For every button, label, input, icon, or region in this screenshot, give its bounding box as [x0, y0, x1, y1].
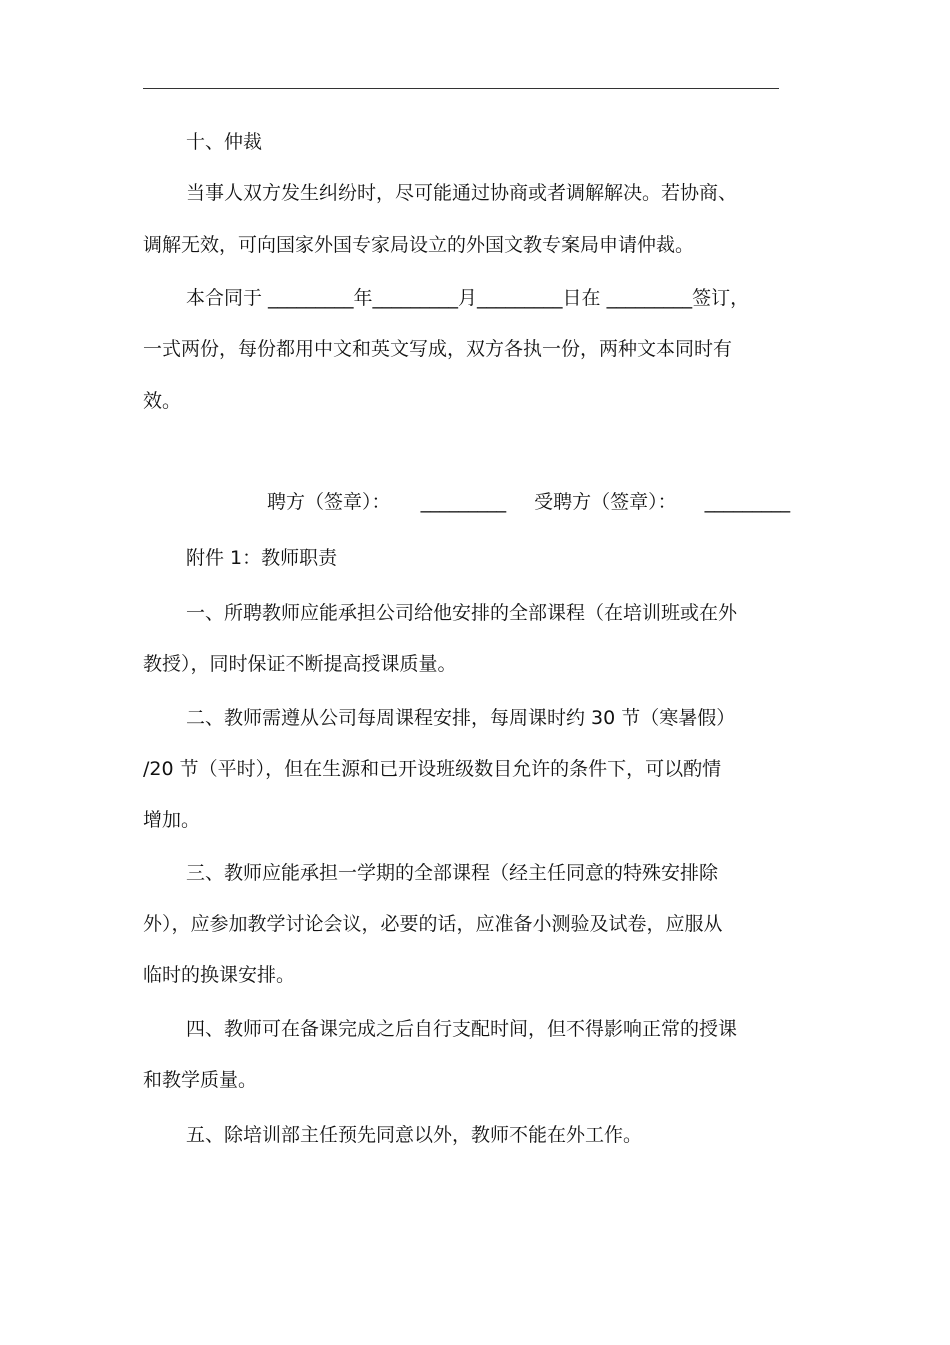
list-item-line: /20 节（平时），但在生源和已开设班级数目允许的条件下，可以酌情 [143, 758, 722, 780]
list-item-line: 二、教师需遵从公司每周课程安排，每周课时约 30 节（寒暑假） [186, 707, 736, 729]
list-item-line: 四、教师可在备课完成之后自行支配时间，但不得影响正常的授课 [186, 1018, 738, 1040]
list-item-line: 教授），同时保证不断提高授课质量。 [143, 653, 457, 675]
paragraph-line: 当事人双方发生纠纷时，尽可能通过协商或者调解解决。若协商、 [186, 182, 738, 204]
list-item-line: 五、除培训部主任预先同意以外，教师不能在外工作。 [186, 1124, 643, 1146]
list-item-line: 增加。 [143, 809, 201, 831]
paragraph-line: 调解无效，可向国家外国专家局设立的外国文教专案局申请仲裁。 [143, 234, 695, 256]
employer-signature-label: 聘方（签章）： [267, 491, 391, 513]
section-heading-arbitration: 十、仲裁 [186, 131, 263, 153]
paragraph-line: 本合同于 _________年_________月_________日在 _________签订， [186, 287, 750, 309]
employee-signature-label: 受聘方（签章）： [534, 491, 677, 513]
employee-signature-blank: _________ [704, 491, 791, 513]
paragraph-line: 一式两份，每份都用中文和英文写成，双方各执一份，两种文本同时有 [143, 338, 733, 360]
list-item-line: 和教学质量。 [143, 1069, 258, 1091]
top-divider [143, 88, 779, 89]
list-item-line: 一、所聘教师应能承担公司给他安排的全部课程（在培训班或在外 [186, 602, 738, 624]
employer-signature-blank: _________ [420, 491, 507, 513]
list-item-line: 三、教师应能承担一学期的全部课程（经主任同意的特殊安排除 [186, 862, 719, 884]
list-item-line: 临时的换课安排。 [143, 964, 296, 986]
list-item-line: 外），应参加教学讨论会议，必要的话，应准备小测验及试卷，应服从 [143, 913, 723, 935]
appendix-title: 附件 1：教师职责 [186, 547, 338, 569]
signature-row [267, 490, 790, 514]
paragraph-line: 效。 [143, 390, 182, 412]
